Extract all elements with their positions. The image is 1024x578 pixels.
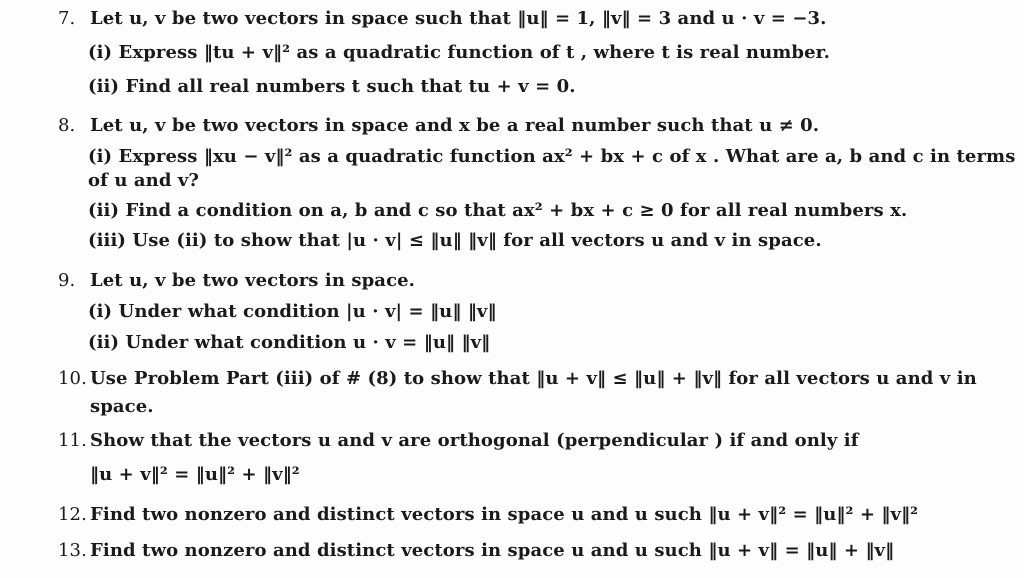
problem-9-part-i: (i) Under what condition |u · v| = ‖u‖ ‖v‖	[88, 301, 497, 322]
problem-9-stem: Let u, v be two vectors in space.	[90, 270, 416, 291]
problem-13-number: 13.	[58, 540, 87, 561]
problem-10-stem-line	[58, 368, 977, 390]
problem-7-part-i: (i) Express ‖tu + v‖² as a quadratic function of t , where t is real number.	[88, 42, 830, 63]
problem-8-stem-line	[58, 115, 819, 137]
problem-8-part-iii: (iii) Use (ii) to show that |u · v| ≤ ‖u‖ ‖v‖ for all vectors u and v in space.	[88, 230, 822, 251]
problem-8-number: 8.	[58, 115, 76, 136]
problem-11-equation: ‖u + v‖² = ‖u‖² + ‖v‖²	[90, 464, 300, 485]
problem-7-part-ii: (ii) Find all real numbers t such that tu + v = 0.	[88, 76, 576, 97]
problem-9-number: 9.	[58, 270, 76, 291]
problem-9-stem-line	[58, 270, 415, 292]
problem-11-number: 11.	[58, 430, 87, 451]
problem-12-stem-line	[58, 504, 918, 526]
problem-13-stem-line	[58, 540, 894, 562]
problem-8-stem: Let u, v be two vectors in space and x be a real number such that u ≠ 0.	[90, 115, 820, 136]
problem-9-part-ii: (ii) Under what condition u · v = ‖u‖ ‖v‖	[88, 332, 491, 353]
problem-12-number: 12.	[58, 504, 87, 525]
problem-8-part-i-continued: of u and v?	[88, 170, 200, 191]
problem-7-stem: Let u, v be two vectors in space such that ‖u‖ = 1, ‖v‖ = 3 and u · v = −3.	[90, 8, 827, 29]
problem-13-stem: Find two nonzero and distinct vectors in space u and u such ‖u + v‖ = ‖u‖ + ‖v‖	[90, 540, 895, 561]
problem-11-stem-line	[58, 430, 859, 452]
problem-11-stem: Show that the vectors u and v are orthogonal (perpendicular ) if and only if	[90, 430, 859, 451]
problem-10-continued: space.	[90, 396, 154, 417]
problem-12-stem: Find two nonzero and distinct vectors in space u and u such ‖u + v‖² = ‖u‖² + ‖v‖²	[90, 504, 919, 525]
problem-8-part-i: (i) Express ‖xu − v‖² as a quadratic function ax² + bx + c of x . What are a, b and c in terms	[88, 146, 1016, 167]
problem-10-stem: Use Problem Part (iii) of # (8) to show that ‖u + v‖ ≤ ‖u‖ + ‖v‖ for all vectors u and v in	[90, 368, 977, 389]
problem-7-number: 7.	[58, 8, 76, 29]
problem-8-part-ii: (ii) Find a condition on a, b and c so that ax² + bx + c ≥ 0 for all real numbers x.	[88, 200, 908, 221]
problem-7-stem-line	[58, 8, 827, 30]
problem-10-number: 10.	[58, 368, 87, 389]
